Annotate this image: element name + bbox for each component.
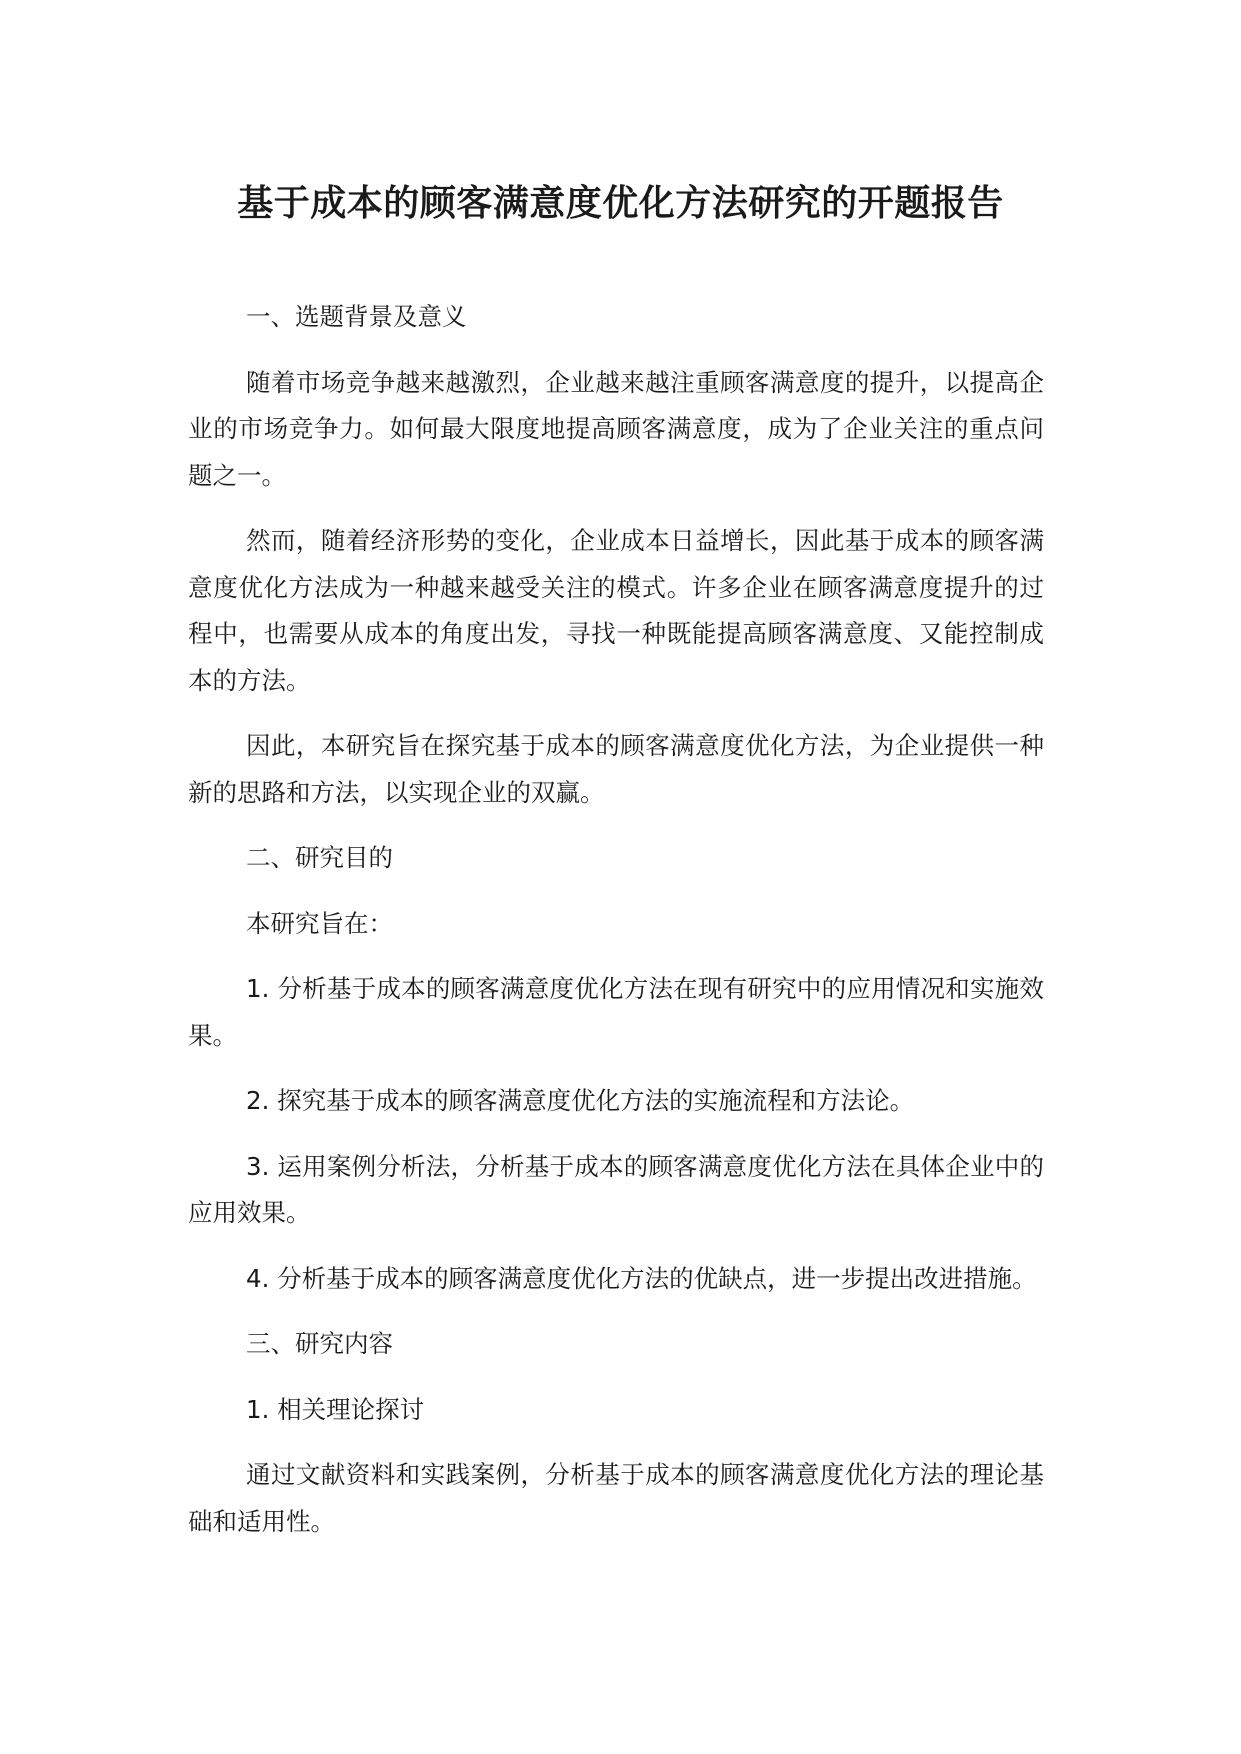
paragraph-background-3: 因此，本研究旨在探究基于成本的顾客满意度优化方法，为企业提供一种新的思路和方法，以实现企业的双赢。 — [188, 731, 1044, 807]
document-body — [188, 294, 1044, 1564]
objective-item-4: 4. 分析基于成本的顾客满意度优化方法的优缺点，进一步提出改进措施。 — [246, 1263, 1037, 1293]
objective-item-1: 1. 分析基于成本的顾客满意度优化方法在现有研究中的应用情况和实施效果。 — [188, 974, 1044, 1050]
paragraph-theory: 通过文献资料和实践案例，分析基于成本的顾客满意度优化方法的理论基础和适用性。 — [188, 1460, 1044, 1536]
paragraph-background-2: 然而，随着经济形势的变化，企业成本日益增长，因此基于成本的顾客满意度优化方法成为一种越来越受关注的模式。许多企业在顾客满意度提升的过程中，也需要从成本的角度出发，寻找一种既能提高顾客满意度、又能控制成本的方法。 — [188, 526, 1044, 695]
paragraph-background-1: 随着市场竞争越来越激烈，企业越来越注重顾客满意度的提升，以提高企业的市场竞争力。如何最大限度地提高顾客满意度，成为了企业关注的重点问题之一。 — [188, 367, 1044, 490]
section-heading-background: 一、选题背景及意义 — [246, 302, 467, 331]
subsection-heading-theory: 1. 相关理论探讨 — [246, 1394, 425, 1424]
section-heading-content: 三、研究内容 — [246, 1329, 393, 1358]
section-heading-objectives: 二、研究目的 — [246, 843, 393, 872]
objective-item-3: 3. 运用案例分析法，分析基于成本的顾客满意度优化方法在具体企业中的应用效果。 — [188, 1151, 1044, 1227]
objective-item-2: 2. 探究基于成本的顾客满意度优化方法的实施流程和方法论。 — [246, 1086, 915, 1115]
document-title: 基于成本的顾客满意度优化方法研究的开题报告 — [237, 183, 1004, 224]
paragraph-objectives-intro: 本研究旨在： — [246, 908, 393, 938]
